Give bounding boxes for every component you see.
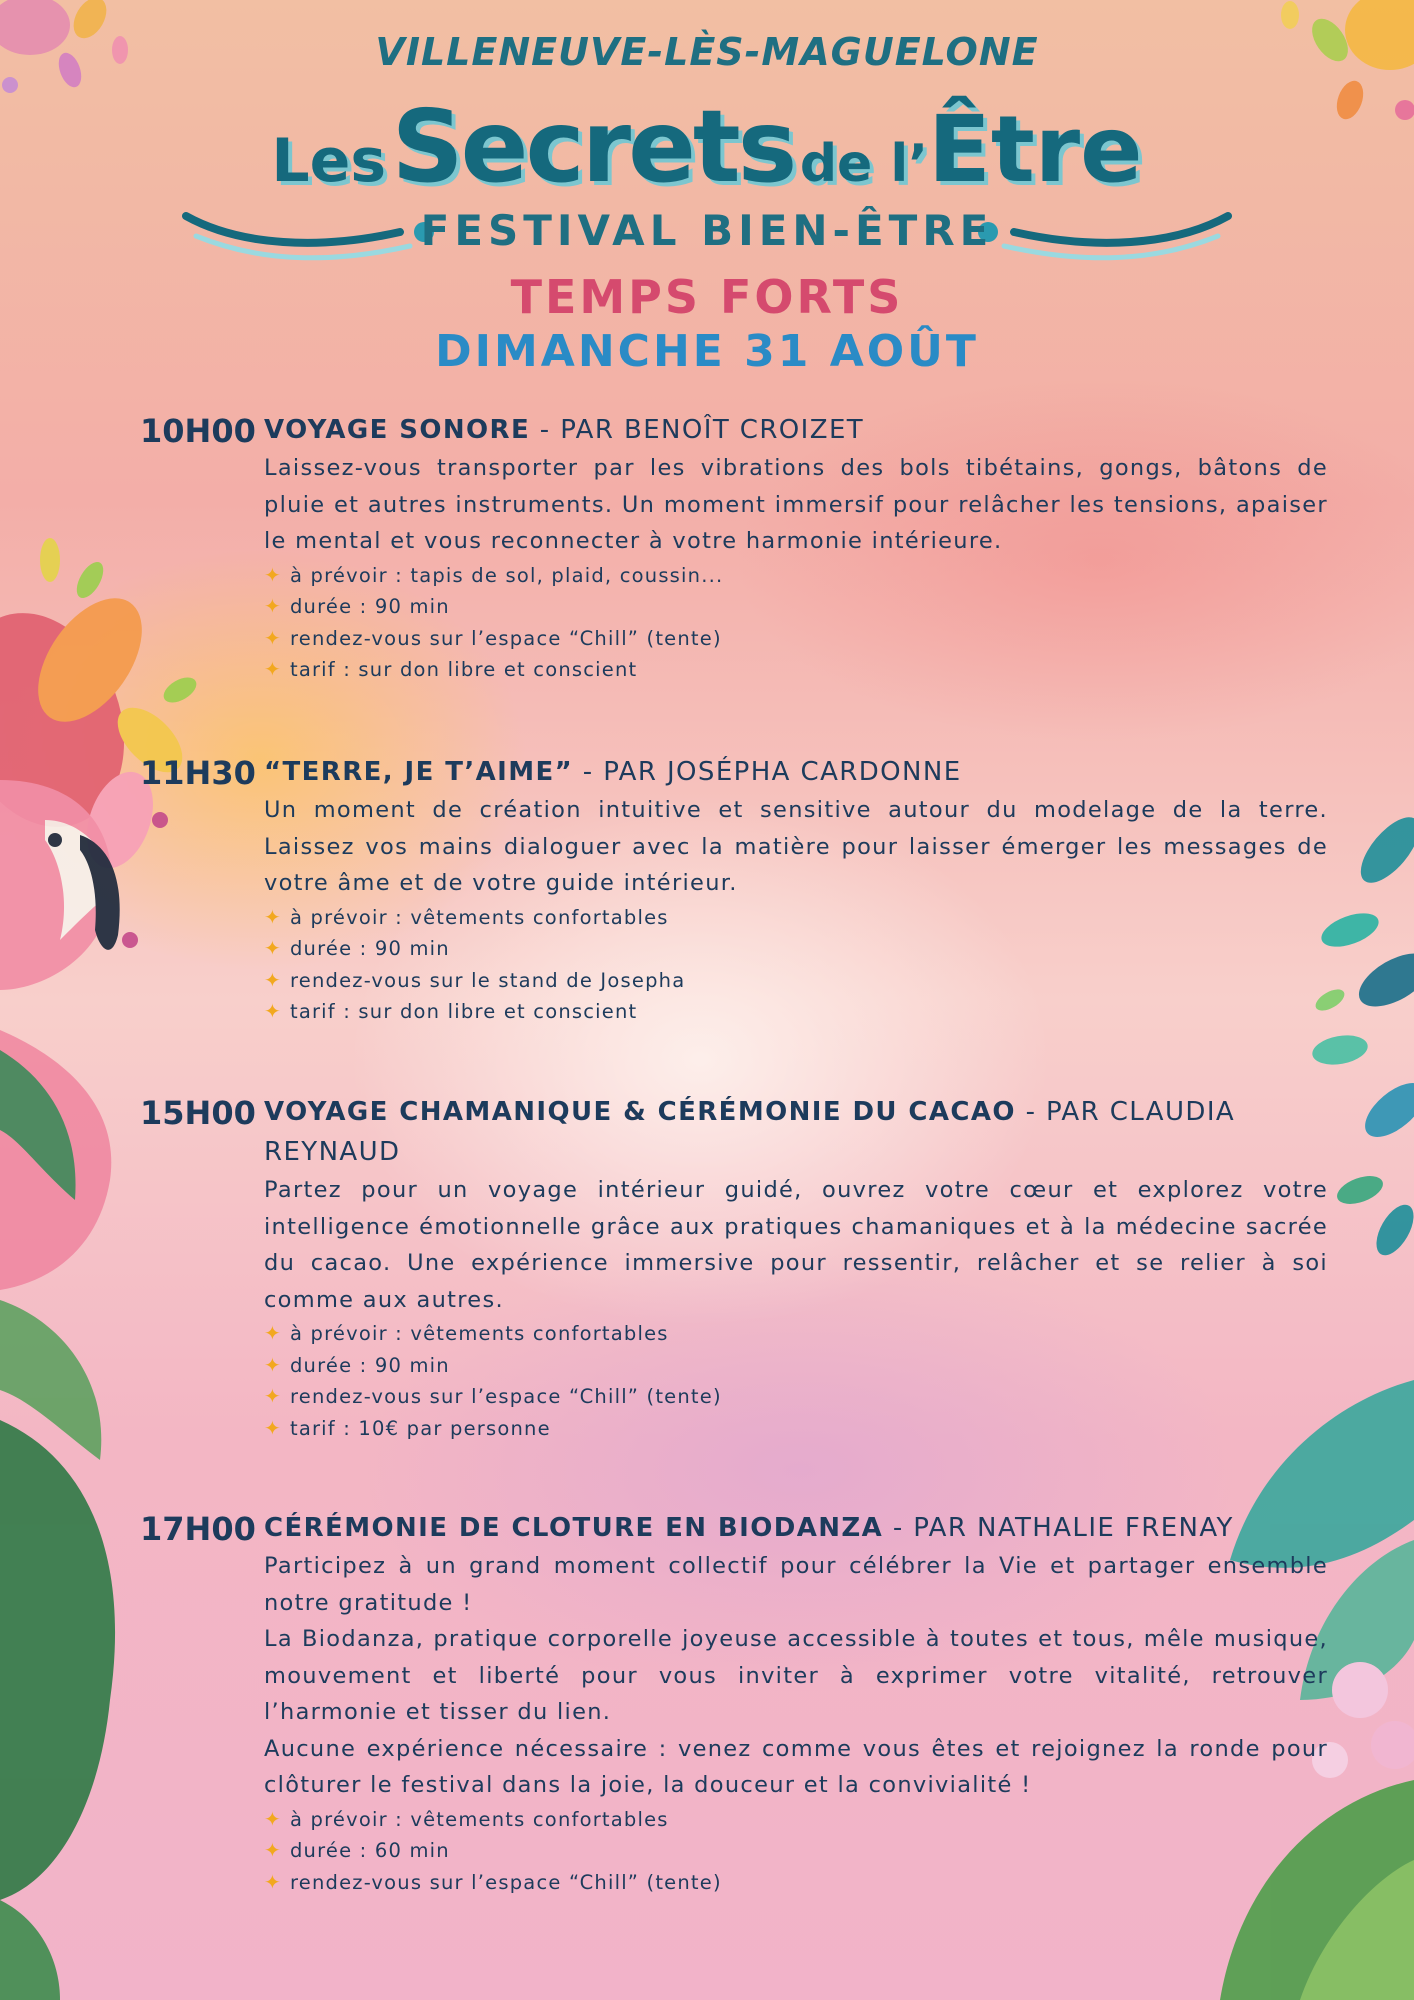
sparkle-icon: ✦ [264, 1838, 282, 1862]
sparkle-icon: ✦ [264, 936, 282, 960]
detail-text: rendez-vous sur l’espace “Chill” (tente) [289, 1385, 722, 1408]
event-details [264, 560, 1328, 686]
detail-text: tarif : sur don libre et conscient [289, 658, 638, 681]
event-time: 10H00 [140, 412, 256, 450]
detail-text: durée : 90 min [289, 595, 450, 618]
event-speaker: - PAR JOSÉPHA CARDONNE [573, 757, 962, 787]
detail-item [264, 933, 1328, 965]
event-title: “TERRE, JE T’AIME” [264, 757, 574, 787]
detail-text: à prévoir : vêtements confortables [289, 1322, 669, 1345]
sparkle-icon: ✦ [264, 657, 282, 681]
sparkle-icon: ✦ [264, 904, 282, 929]
event-details [264, 1318, 1328, 1444]
event-details [264, 1804, 1328, 1899]
detail-text: durée : 90 min [289, 937, 450, 960]
event-details [264, 902, 1328, 1028]
event-description [264, 1548, 1328, 1804]
event-content [264, 752, 1328, 1028]
event-speaker: - PAR BENOÎT CROIZET [530, 415, 865, 445]
detail-item [264, 1867, 1328, 1899]
event-date: DIMANCHE 31 AOÛT [435, 326, 979, 377]
event-description [264, 450, 1328, 560]
event-title: CÉRÉMONIE DE CLOTURE EN BIODANZA [264, 1513, 884, 1543]
town-name: VILLENEUVE-LÈS-MAGUELONE [375, 30, 1039, 74]
detail-text: durée : 60 min [289, 1839, 450, 1862]
event-title: VOYAGE SONORE [264, 415, 531, 445]
detail-text: à prévoir : vêtements confortables [289, 1807, 669, 1831]
event-time: 11H30 [140, 754, 256, 792]
event-speaker: - PAR NATHALIE FRENAY [883, 1513, 1234, 1543]
festival-subtitle: FESTIVAL BIEN-ÊTRE [420, 206, 994, 255]
title-word-les: Les [271, 126, 387, 196]
sparkle-icon: ✦ [264, 999, 282, 1023]
sparkle-icon: ✦ [264, 1806, 282, 1831]
detail-item [264, 902, 1328, 934]
detail-item [264, 1835, 1328, 1867]
title-word-etre: Être [927, 96, 1143, 203]
detail-text: à prévoir : vêtements confortables [289, 905, 669, 929]
detail-item [264, 1804, 1328, 1836]
event-content [264, 1508, 1328, 1898]
description-paragraph: Partez pour un voyage intérieur guidé, ouvrez votre cœur et explorez votre intelligence émotionnelle grâce aux pratiques chamaniques et à la médecine sacrée du cacao. Une expérience immersive pour ressentir, relâcher et se relier à soi comme aux autres. [264, 1177, 1328, 1313]
detail-item [264, 1318, 1328, 1350]
festival-title [0, 88, 1414, 205]
detail-item [264, 560, 1328, 592]
sparkle-icon: ✦ [264, 1321, 282, 1345]
detail-item [264, 591, 1328, 623]
detail-text: rendez-vous sur l’espace “Chill” (tente) [289, 1870, 722, 1894]
detail-text: à prévoir : tapis de sol, plaid, coussin... [289, 563, 724, 587]
detail-item [264, 654, 1328, 686]
description-paragraph: Aucune expérience nécessaire : venez comme vous êtes et rejoignez la ronde pour clôturer le festival dans la joie, la douceur et la convivialité ! [264, 1735, 1328, 1798]
sparkle-icon: ✦ [264, 594, 282, 618]
sparkle-icon: ✦ [264, 625, 282, 650]
event-speaker: - PAR CLAUDIA REYNAUD [264, 1097, 1236, 1167]
sparkle-icon: ✦ [264, 562, 282, 587]
detail-text: durée : 90 min [289, 1353, 450, 1377]
sparkle-icon: ✦ [264, 967, 282, 992]
title-word-secrets: Secrets [391, 88, 795, 205]
detail-item [264, 1350, 1328, 1382]
detail-item [264, 996, 1328, 1028]
sparkle-icon: ✦ [264, 1415, 282, 1440]
event-heading [264, 1508, 1328, 1548]
detail-item [264, 1381, 1328, 1413]
event-heading [264, 1092, 1328, 1172]
event-content [264, 410, 1328, 686]
title-word-de: de l’ [799, 134, 928, 194]
detail-item [264, 1413, 1328, 1445]
event-description [264, 1172, 1328, 1318]
event-content [264, 1092, 1328, 1444]
event-heading [264, 752, 1328, 792]
detail-item [264, 965, 1328, 997]
sparkle-icon: ✦ [264, 1384, 282, 1408]
description-paragraph: Laissez-vous transporter par les vibrations des bols tibétains, gongs, bâtons de pluie et autres instruments. Un moment immersif pour relâcher les tensions, apaiser le mental et vous reconnecter à votre harmonie intérieure. [264, 455, 1328, 554]
detail-text: rendez-vous sur l’espace “Chill” (tente) [289, 626, 722, 650]
detail-text: tarif : sur don libre et conscient [289, 1000, 638, 1023]
description-paragraph: Participez à un grand moment collectif pour célébrer la Vie et partager ensemble notre gratitude ! [264, 1553, 1328, 1616]
detail-text: tarif : 10€ par personne [289, 1416, 551, 1440]
detail-text: rendez-vous sur le stand de Josepha [289, 968, 686, 992]
description-paragraph: La Biodanza, pratique corporelle joyeuse accessible à toutes et tous, mêle musique, mouvement et liberté pour vous inviter à exprimer votre vitalité, retrouver l’harmonie et tisser du lien. [264, 1626, 1328, 1725]
section-title: TEMPS FORTS [510, 270, 904, 324]
event-time: 17H00 [140, 1510, 256, 1548]
sparkle-icon: ✦ [264, 1869, 282, 1894]
description-paragraph: Un moment de création intuitive et sensitive autour du modelage de la terre. Laissez vos mains dialoguer avec la matière pour laisser émerger les messages de votre âme et de votre guide intérieur. [264, 797, 1328, 896]
event-time: 15H00 [140, 1094, 256, 1132]
event-heading [264, 410, 1328, 450]
event-title: VOYAGE CHAMANIQUE & CÉRÉMONIE DU CACAO [264, 1097, 1016, 1127]
detail-item [264, 623, 1328, 655]
event-description [264, 792, 1328, 902]
sparkle-icon: ✦ [264, 1352, 282, 1377]
